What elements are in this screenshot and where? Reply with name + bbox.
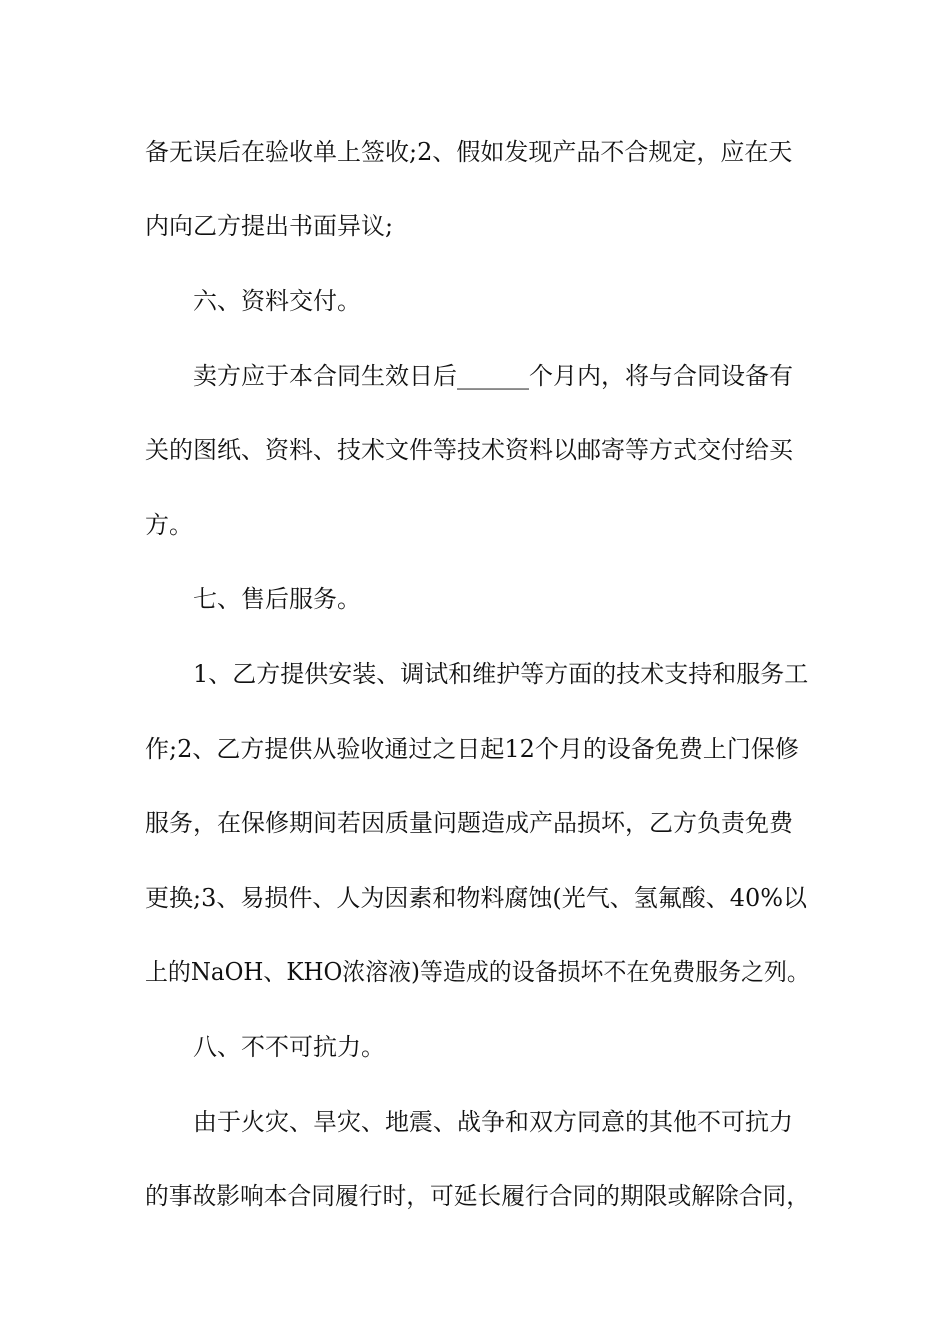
text-line: 备无误后在验收单上签收;2、假如发现产品不合规定，应在天 (145, 138, 793, 166)
section-heading: 六、资料交付。 (193, 287, 361, 315)
text-line: 由于火灾、旱灾、地震、战争和双方同意的其他不可抗力 (193, 1108, 793, 1136)
text-line: 作;2、乙方提供从验收通过之日起12个月的设备免费上门保修 (145, 735, 799, 763)
text-line: 的事故影响本合同履行时，可延长履行合同的期限或解除合同， (145, 1182, 811, 1210)
text-line: 更换;3、易损件、人为因素和物料腐蚀(光气、氢氟酸、40%以 (145, 884, 808, 912)
text-line: 方。 (145, 511, 193, 539)
text-line: 关的图纸、资料、技术文件等技术资料以邮寄等方式交付给买 (145, 436, 793, 464)
section-heading: 八、不不可抗力。 (193, 1033, 385, 1061)
text-line: 上的NaOH、KHO浓溶液)等造成的设备损坏不在免费服务之列。 (145, 958, 810, 986)
text-line: 内向乙方提出书面异议; (145, 212, 394, 240)
text-line: 1、乙方提供安装、调试和维护等方面的技术支持和服务工 (193, 660, 809, 688)
text-line: 服务，在保修期间若因质量问题造成产品损坏，乙方负责免费 (145, 809, 793, 837)
text-line: 卖方应于本合同生效日后______个月内，将与合同设备有 (193, 362, 793, 390)
section-heading: 七、售后服务。 (193, 585, 361, 613)
